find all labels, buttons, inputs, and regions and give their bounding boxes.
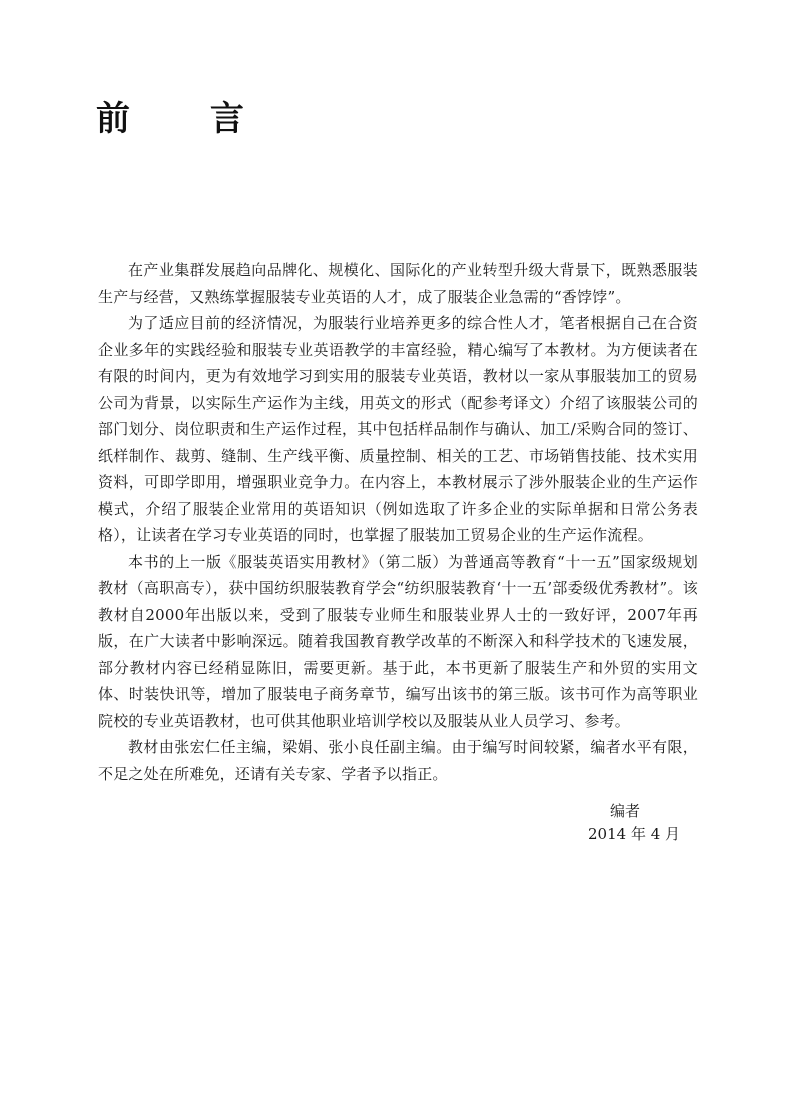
paragraph: 为了适应目前的经济情况，为服装行业培养更多的综合性人才，笔者根据自己在合资企业多年的实践经验和服装专业英语教学的丰富经验，精心编写了本教材。为方便读者在有限的时间内，更为有效地学习到实用的服装专业英语，教材以一家从事服装加工的贸易公司为背景，以实际生产运作为主线，用英文的形式（配参考译文）介绍了该服装公司的部门划分、岗位职责和生产运作过程，其中包括样品制作与确认、加工/采购合同的签订、纸样制作、裁剪、缝制、生产线平衡、质量控制、相关的工艺、市场销售技能、技术实用资料，可即学即用，增强职业竞争力。在内容上，本教材展示了涉外服装企业的生产运作模式，介绍了服装企业常用的英语知识（例如选取了许多企业的实际单据和日常公务表格），让读者在学习专业英语的同时，也掌握了服装加工贸易企业的生产运作流程。	[98, 314, 698, 544]
paragraph: 在产业集群发展趋向品牌化、规模化、国际化的产业转型升级大背景下，既熟悉服装生产与经营，又熟练掌握服装专业英语的人才，成了服装企业急需的“香饽饽”。	[98, 261, 698, 306]
preface-body	[98, 257, 698, 787]
signature-block	[560, 800, 710, 846]
paragraph: 教材由张宏仁任主编，梁娟、张小良任副主编。由于编写时间较紧，编者水平有限，不足之处在所难免，还请有关专家、学者予以指正。	[98, 738, 698, 783]
paragraph: 本书的上一版《服装英语实用教材》（第二版）为普通高等教育“十一五”国家级规划教材（高职高专），获中国纺织服装教育学会“纺织服装教育‘十一五’部委级优秀教材”。该教材自2000年出版以来，受到了服装专业师生和服装业界人士的一致好评，2007年再版，在广大读者中影响深远。随着我国教育教学改革的不断深入和科学技术的飞速发展，部分教材内容已经稍显陈旧，需要更新。基于此，本书更新了服装生产和外贸的实用文体、时装快讯等，增加了服装电子商务章节，编写出该书的第三版。该书可作为高等职业院校的专业英语教材，也可供其他职业培训学校以及服装从业人员学习、参考。	[98, 552, 698, 730]
page-title: 前 言	[96, 99, 278, 139]
author-signature: 编者	[610, 802, 641, 820]
signature-date: 2014 年 4 月	[588, 825, 681, 843]
